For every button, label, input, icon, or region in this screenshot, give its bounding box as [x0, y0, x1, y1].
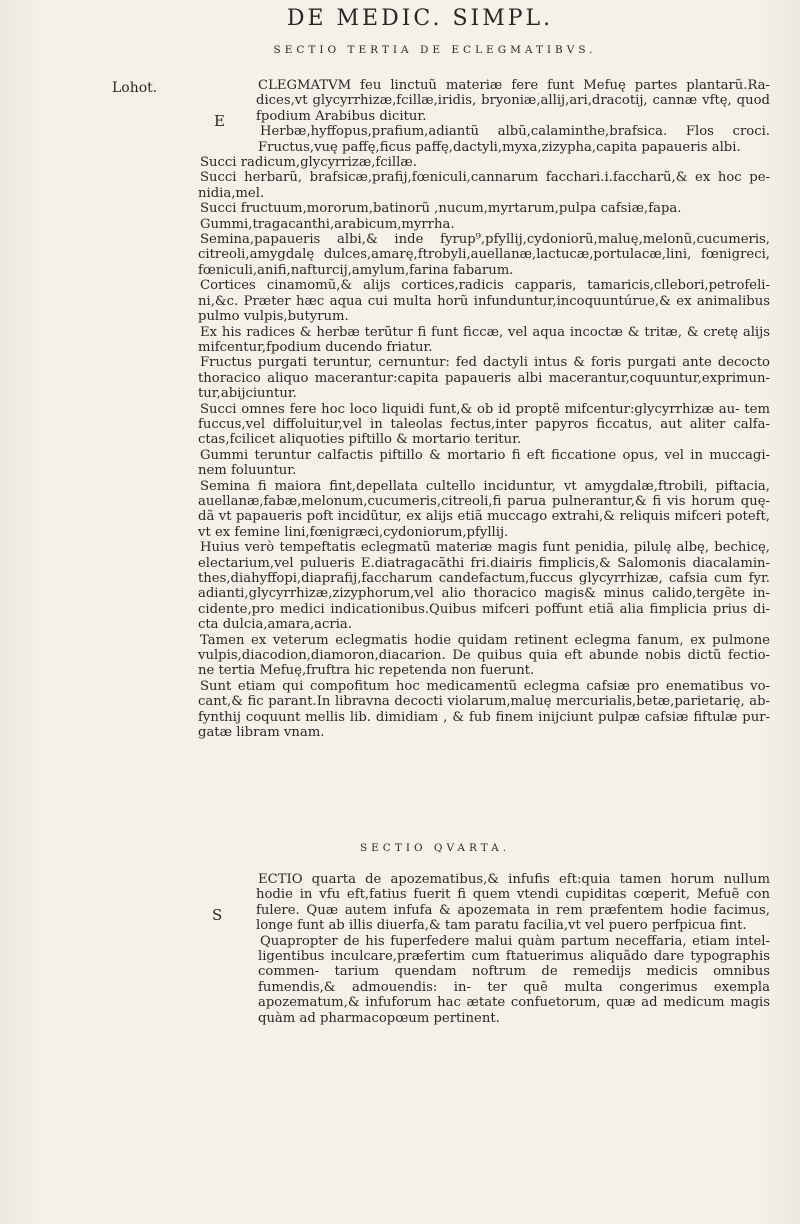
paragraph: Semina,papaueris albi,& inde fyrup⁹,pfyllij,cydoniorũ,maluę,melonũ,cucumeris, citreoli,amygdalę dulces,amarę,ftrobyli,auellanæ,lactucæ,portulacæ,lini, fœnigreci, fœniculi,anifi,nafturcij,amylum,farina fabarum.: [198, 232, 770, 278]
paragraph: CLEGMATVM feu linctuũ materiæ fere funt Mefuę partes plantarũ.Ra- dices,vt glycyrrhizæ,fcillæ,iridis, bryoniæ,allij,ari,dracotij, cannæ vftę, quod fpodium Arabibus dicitur.: [256, 78, 770, 124]
paragraph: Semina fi maiora fint,depellata cultello inciduntur, vt amygdalæ,ftrobili, piftacia, auellanæ,fabæ,melonum,cucumeris,citreoli,fi parua pulnerantur,& fi vis horum quę- dã vt papaueris poft incidũtur, ex alijs etiã muccago extrahi,& reliquis mifceri poteft, vt ex femine lini,fœnigræci,cydoniorum,pfyllij.: [198, 478, 770, 540]
paragraph: Herbæ,hyffopus,prafium,adiantũ albũ,calaminthe,brafsica. Flos croci. Fructus,vuę paffę,ficus paffę,dactyli,myxa,zizypha,capita papaueris albi.: [258, 124, 770, 155]
paragraph: Ex his radices & herbæ terũtur fi funt ficcæ, vel aqua incoctæ & tritæ, & cretę alijs mifcentur,fpodium ducendo friatur.: [198, 324, 770, 355]
paragraph: Quapropter de his fuperfedere malui quàm partum neceffaria, etiam intel- ligentibus inculcare,præfertim cum ftatuerimus aliquãdo dare typographis commen- tarium quendam noftrum de remedijs medicis omnibus fumendis,& admouendis: in- ter quẽ multa congerimus exempla apozematum,& infuforum hac ætate confuetorum, quæ ad medicum magis quàm ad pharmacopœum pertinent.: [258, 933, 770, 1026]
section-quarta-body: [198, 872, 770, 1026]
paragraph: Succi omnes fere hoc loco liquidi funt,& ob id proptẽ mifcentur:glycyrrhizæ au- tem fuccus,vel diffoluitur,vel in taleolas fectus,inter papyros ficcatus, aut aliter calfa- ctas,fcilicet aliquoties piftillo & mortario teritur.: [198, 401, 770, 448]
section-quarta-title: SECTIO QVARTA.: [359, 842, 511, 854]
margin-letter-e: E: [214, 112, 225, 130]
margin-note: Lohot.: [112, 80, 158, 96]
paragraph: Sunt etiam qui compofitum hoc medicamentũ eclegma cafsiæ pro enematibus vo- cant,& fic parant.In libravna decocti violarum,maluę mercurialis,betæ,parietarię, ab- fynthij coquunt mellis lib. dimidiam , & fub finem inijciunt pulpæ cafsiæ fiftulæ pur- gatæ libram vnam.: [198, 678, 770, 741]
paragraph: Fructus purgati teruntur, cernuntur: fed dactyli intus & foris purgati ante decocto thoracico aliquo macerantur:capita papaueris albi macerantur,coquuntur,exprimun- tur,abijciuntur.: [198, 355, 770, 402]
running-head: DE MEDIC. SIMPL.: [286, 6, 554, 31]
paragraph: Huius verò tempeftatis eclegmatũ materiæ magis funt penidia, pilulę albę, bechicę, electarium,vel pulueris E.diatragacãthi fri.diairis fimplicis,& Salomonis diacalamin- thes,diahyffopi,diaprafij,faccharum candefactum,fuccus glycyrrhizæ, cafsia cum fyr. adianti,glycyrrhizæ,zizyphorum,vel alio thoracico magis& minus calido,tergẽte in- cidente,pro medici indicationibus.Quibus mifceri poffunt etiã alia fimplicia prius di- cta dulcia,amara,acria.: [198, 540, 770, 633]
paragraph: Succi radicum,glycyrrizæ,fcillæ.: [200, 155, 417, 171]
margin-letter-s: S: [212, 906, 223, 924]
paragraph: Succi fructuum,mororum,batinorũ ,nucum,myrtarum,pulpa cafsiæ,fapa.: [200, 201, 682, 217]
paragraph: ECTIO quarta de apozematibus,& infufis eft:quia tamen horum nullum hodie in vfu eft,fatius fuerit fi quem vtendi cupiditas cœperit, Mefuẽ con fulere. Quæ autem infufa & apozemata in rem præfentem hodie facimus, longe funt ab illis diuerfa,& tam paratu facilia,vt vel puero perfpicua fint.: [256, 872, 770, 934]
section-tertia-body: [198, 78, 770, 740]
section-tertia-title: SECTIO TERTIA DE ECLEGMATIBVS.: [273, 44, 597, 56]
paragraph: Succi herbarũ, brafsicæ,prafij,fœniculi,cannarum facchari.i.faccharũ,& ex hoc pe- nidia,mel.: [198, 170, 770, 201]
paragraph: Gummi teruntur calfactis piftillo & mortario fi eft ficcatione opus, vel in muccagi- nem foluuntur.: [198, 447, 770, 479]
paragraph: Cortices cinamomũ,& alijs cortices,radicis capparis, tamaricis,cllebori,petrofeli- ni,&c. Præter hæc aqua cui multa horũ infunduntur,incoquuntúrue,& ex animalibus pulmo vulpis,butyrum.: [198, 278, 770, 325]
paragraph: Tamen ex veterum eclegmatis hodie quidam retinent eclegma fanum, ex pulmone vulpis,diacodion,diamoron,diacarion. De quibus quia eft abunde nobis dictũ fectio- ne tertia Mefuę,fruftra hic repetenda non fuerunt.: [198, 632, 770, 679]
paragraph: Gummi,tragacanthi,arabicum,myrrha.: [200, 216, 455, 232]
